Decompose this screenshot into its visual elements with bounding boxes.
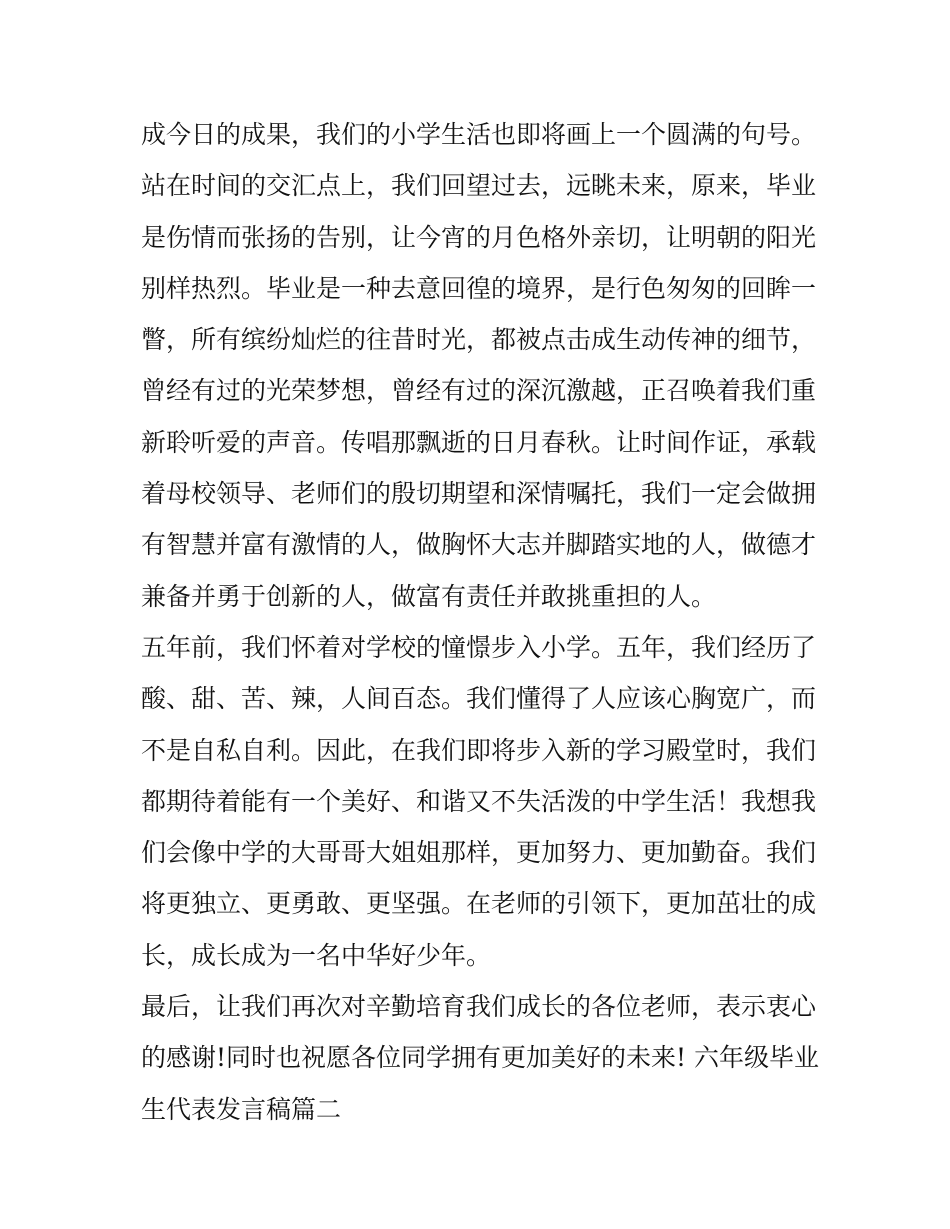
text-line: 最后，让我们再次对辛勤培育我们成长的各位老师，表示衷心	[141, 992, 817, 1022]
text-line: 是伤情而张扬的告别，让今宵的月色格外亲切，让明朝的阳光	[141, 222, 817, 252]
text-line: 的感谢!同时也祝愿各位同学拥有更加美好的未来! 六年级毕业	[141, 1043, 820, 1073]
text-line: 新聆听爱的声音。传唱那飘逝的日月春秋。让时间作证，承载	[141, 427, 817, 457]
text-line: 将更独立、更勇敢、更坚强。在老师的引领下，更加茁壮的成	[141, 889, 817, 919]
text-line: 兼备并勇于创新的人，做富有责任并敢挑重担的人。	[141, 581, 717, 611]
text-line: 成今日的成果，我们的小学生活也即将画上一个圆满的句号。	[141, 120, 817, 149]
text-line: 都期待着能有一个美好、和谐又不失活泼的中学生活！我想我	[141, 786, 817, 816]
text-line: 酸、甜、苦、辣，人间百态。我们懂得了人应该心胸宽广，而	[141, 684, 817, 714]
text-line: 生代表发言稿篇二	[141, 1094, 342, 1124]
text-line: 五年前，我们怀着对学校的憧憬步入小学。五年，我们经历了	[141, 632, 817, 662]
paragraph	[141, 622, 817, 981]
text-line: 别样热烈。毕业是一种去意回徨的境界，是行色匆匆的回眸一	[141, 273, 817, 303]
document-body	[141, 109, 820, 1135]
text-line: 长，成长成为一名中华好少年。	[141, 940, 492, 970]
text-line: 们会像中学的大哥哥大姐姐那样，更加努力、更加勤奋。我们	[141, 838, 817, 868]
text-line: 有智慧并富有激情的人，做胸怀大志并脚踏实地的人，做德才	[141, 530, 817, 560]
text-line: 站在时间的交汇点上，我们回望过去，远眺未来，原来，毕业	[141, 171, 817, 201]
paragraph	[141, 160, 817, 622]
text-line: 曾经有过的光荣梦想，曾经有过的深沉激越，正召唤着我们重	[141, 376, 817, 406]
paragraph	[141, 981, 820, 1135]
paragraph	[141, 109, 817, 160]
text-line: 瞥，所有缤纷灿烂的往昔时光，都被点击成生动传神的细节，	[141, 325, 817, 355]
text-line: 着母校领导、老师们的殷切期望和深情嘱托，我们一定会做拥	[141, 479, 817, 509]
text-line: 不是自私自利。因此，在我们即将步入新的学习殿堂时，我们	[141, 735, 817, 765]
